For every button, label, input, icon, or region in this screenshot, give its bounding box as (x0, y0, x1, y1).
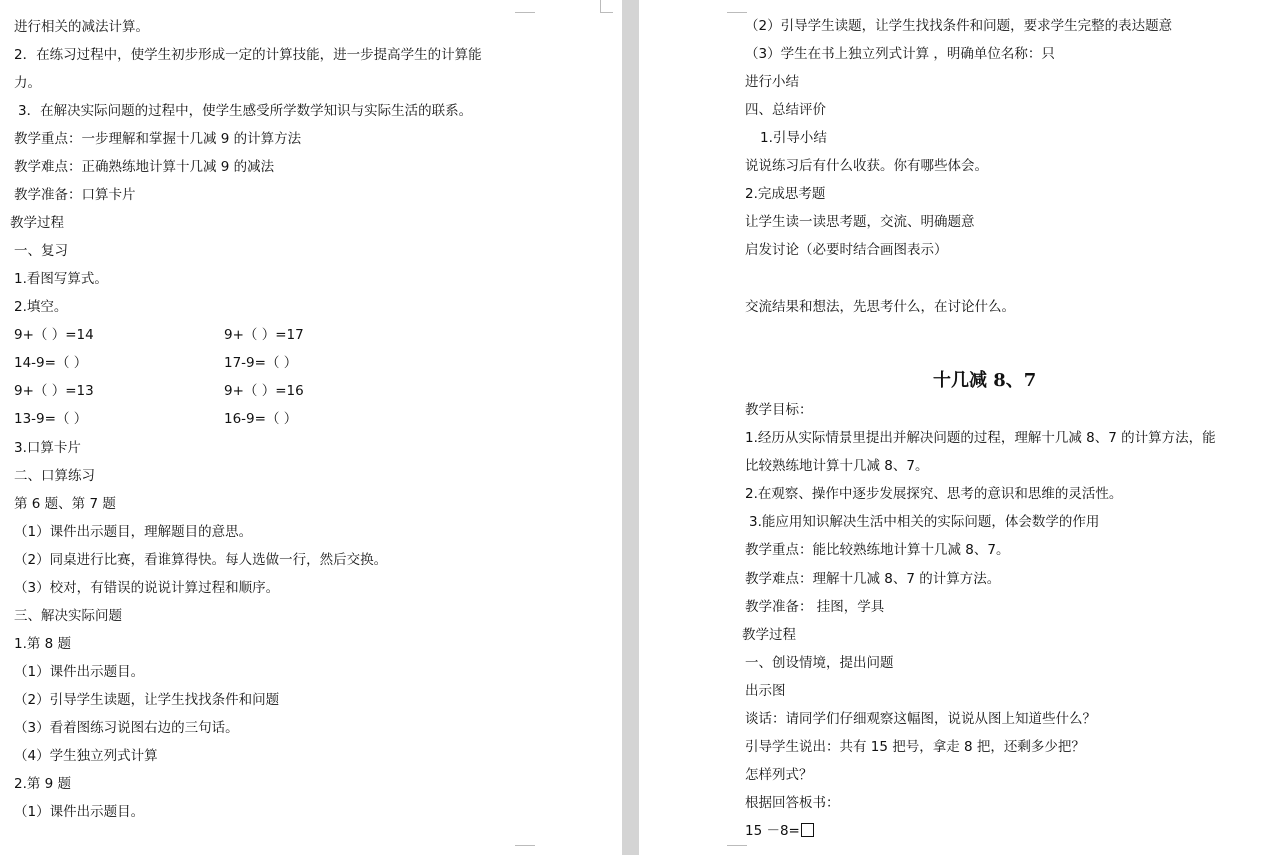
section-heading: 三、解决实际问题 (14, 608, 122, 624)
text-line: 2.完成思考题 (745, 186, 826, 202)
text-line: 教学难点：理解十几减 8、7 的计算方法。 (745, 571, 1001, 587)
equation-text: 15 －8= (745, 823, 800, 839)
text-line: （3）看着图练习说图右边的三句话。 (14, 720, 239, 736)
section-heading: 二、口算练习 (14, 468, 95, 484)
text-line: 比较熟练地计算十几减 8、7。 (745, 458, 929, 474)
text-line: 1.看图写算式。 (14, 271, 108, 287)
text-line: 教学重点：一步理解和掌握十几减 9 的计算方法 (14, 131, 302, 147)
equation-line (745, 822, 814, 840)
corner-mark (515, 0, 535, 13)
section-heading: 教学过程 (742, 627, 796, 643)
text-line: 引导学生说出：共有 15 把号，拿走 8 把，还剩多少把？ (745, 739, 1085, 755)
right-page (639, 0, 1266, 855)
exercise-item: 9+（ ）=17 (224, 327, 304, 343)
text-line: 教学重点：能比较熟练地计算十几减 8、7。 (745, 542, 1010, 558)
text-line: 1.引导小结 (760, 130, 827, 146)
exercise-item: 9+（ ）=14 (14, 327, 94, 343)
corner-mark (600, 0, 613, 13)
text-line: 力。 (14, 75, 41, 91)
corner-mark (727, 845, 747, 846)
exercise-item: 16-9=（ ） (224, 411, 298, 427)
text-line: 2.填空。 (14, 299, 68, 315)
text-line: （1）课件出示题目。 (14, 664, 145, 680)
text-line: 教学难点：正确熟练地计算十几减 9 的减法 (14, 159, 275, 175)
text-line: 怎样列式？ (745, 767, 813, 783)
text-line: 教学目标： (745, 402, 813, 418)
text-line: 第 6 题、第 7 题 (14, 496, 116, 512)
lesson-title: 十几减 8、7 (933, 370, 1037, 391)
text-line: （1）课件出示题目。 (14, 804, 145, 820)
text-line: （3）校对，有错误的说说计算过程和顺序。 (14, 580, 280, 596)
text-line: 让学生读一读思考题，交流、明确题意 (745, 214, 975, 230)
text-line: 交流结果和想法，先思考什么，在讨论什么。 (745, 299, 1015, 315)
exercise-item: 13-9=（ ） (14, 411, 88, 427)
corner-mark (727, 0, 747, 13)
corner-mark (515, 845, 535, 846)
text-line: 3．在解决实际问题的过程中，使学生感受所学数学知识与实际生活的联系。 (18, 103, 473, 119)
exercise-item: 9+（ ）=16 (224, 383, 304, 399)
text-line: 2．在练习过程中，使学生初步形成一定的计算技能，进一步提高学生的计算能 (14, 47, 482, 63)
text-line: （4）学生独立列式计算 (14, 748, 158, 764)
text-line: 谈话：请同学们仔细观察这幅图，说说从图上知道些什么？ (745, 711, 1096, 727)
exercise-item: 9+（ ）=13 (14, 383, 94, 399)
text-line: （2）引导学生读题，让学生找找条件和问题，要求学生完整的表达题意 (745, 18, 1173, 34)
text-line: 进行相关的减法计算。 (14, 19, 149, 35)
text-line: 1.经历从实际情景里提出并解决问题的过程，理解十几减 8、7 的计算方法，能 (745, 430, 1216, 446)
exercise-item: 17-9=（ ） (224, 355, 298, 371)
text-line: （1）课件出示题目，理解题目的意思。 (14, 524, 253, 540)
text-line: （2）引导学生读题，让学生找找条件和问题 (14, 692, 280, 708)
answer-box (801, 823, 814, 837)
text-line: （3）学生在书上独立列式计算 ，明确单位名称：只 (745, 46, 1055, 62)
text-line: 2.第 9 题 (14, 776, 72, 792)
text-line: （2）同桌进行比赛，看谁算得快。每人选做一行，然后交换。 (14, 552, 388, 568)
text-line: 说说练习后有什么收获。你有哪些体会。 (745, 158, 988, 174)
exercise-item: 14-9=（ ） (14, 355, 88, 371)
text-line: 出示图 (745, 683, 786, 699)
section-heading: 一、创设情境，提出问题 (745, 655, 894, 671)
section-heading: 四、总结评价 (745, 102, 826, 118)
text-line: 启发讨论（必要时结合画图表示） (745, 242, 948, 258)
left-page (0, 0, 622, 855)
section-heading: 一、复习 (14, 243, 68, 259)
text-line: 2.在观察、操作中逐步发展探究、思考的意识和思维的灵活性。 (745, 486, 1123, 502)
text-line: 根据回答板书： (745, 795, 840, 811)
text-line: 教学准备： 挂图，学具 (745, 599, 885, 615)
section-heading: 教学过程 (10, 215, 64, 231)
text-line: 3.口算卡片 (14, 440, 81, 456)
text-line: 进行小结 (745, 74, 799, 90)
text-line: 1.第 8 题 (14, 636, 72, 652)
text-line: 3.能应用知识解决生活中相关的实际问题，体会数学的作用 (749, 514, 1100, 530)
text-line: 教学准备：口算卡片 (14, 187, 136, 203)
